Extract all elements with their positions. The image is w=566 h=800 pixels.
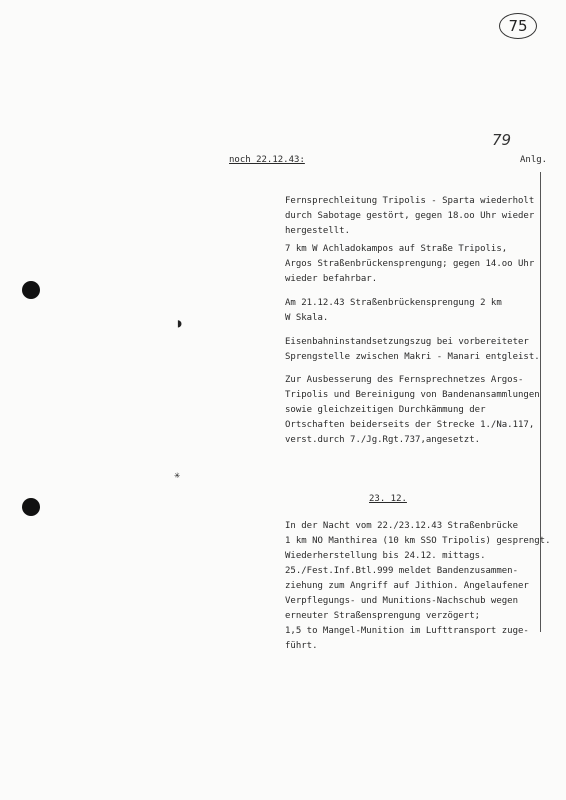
punch-hole-top xyxy=(22,281,40,299)
entry-paragraph-4: Eisenbahninstandsetzungszug bei vorbereiteter Sprengstelle zwischen Makri - Manari entgleist. xyxy=(285,337,540,362)
header-date: noch 22.12.43: xyxy=(229,155,305,165)
section-date: 23. 12. xyxy=(369,494,407,504)
entry-paragraph-6: In der Nacht vom 22./23.12.43 Straßenbrücke 1 km NO Manthirea (10 km SSO Tripolis) gesprengt. Wiederherstellung bis 24.12. mittags. xyxy=(285,521,551,561)
margin-label: Anlg. xyxy=(520,155,548,165)
entry-paragraph-2: 7 km W Achladokampos auf Straße Tripolis, Argos Straßenbrückensprengung; gegen 14.oo Uhr wieder befahrbar. xyxy=(285,244,535,284)
entry-paragraph-1: Fernsprechleitung Tripolis - Sparta wiederholt durch Sabotage gestört, gegen 18.oo Uhr wieder hergestellt. xyxy=(285,196,535,236)
page-number-stamp: 75 xyxy=(499,13,537,39)
entry-paragraph-3: Am 21.12.43 Straßenbrückensprengung 2 km W Skala. xyxy=(285,298,502,323)
ink-mark: ◗ xyxy=(176,316,184,330)
punch-hole-bottom xyxy=(22,498,40,516)
ink-mark-small: ✳ xyxy=(174,470,181,481)
entry-paragraph-7: 25./Fest.Inf.Btl.999 meldet Bandenzusammen- ziehung zum Angriff auf Jithion. Angelaufener Verpflegungs- und Munitions-Nachschub wegen erneuter Straßensprengung verzögert; 1,5 to Mangel-Munition im Lufttransport zuge- führt. xyxy=(285,566,529,651)
folio-number: 79 xyxy=(492,131,512,149)
entry-paragraph-5: Zur Ausbesserung des Fernsprechnetzes Argos- Tripolis und Bereinigung von Bandenansammlungen sowie gleichzeitigen Durchkämmung der Ortschaften beiderseits der Strecke 1./Na.117, verst.durch 7./Jg.Rgt.737,angesetzt. xyxy=(285,375,540,445)
